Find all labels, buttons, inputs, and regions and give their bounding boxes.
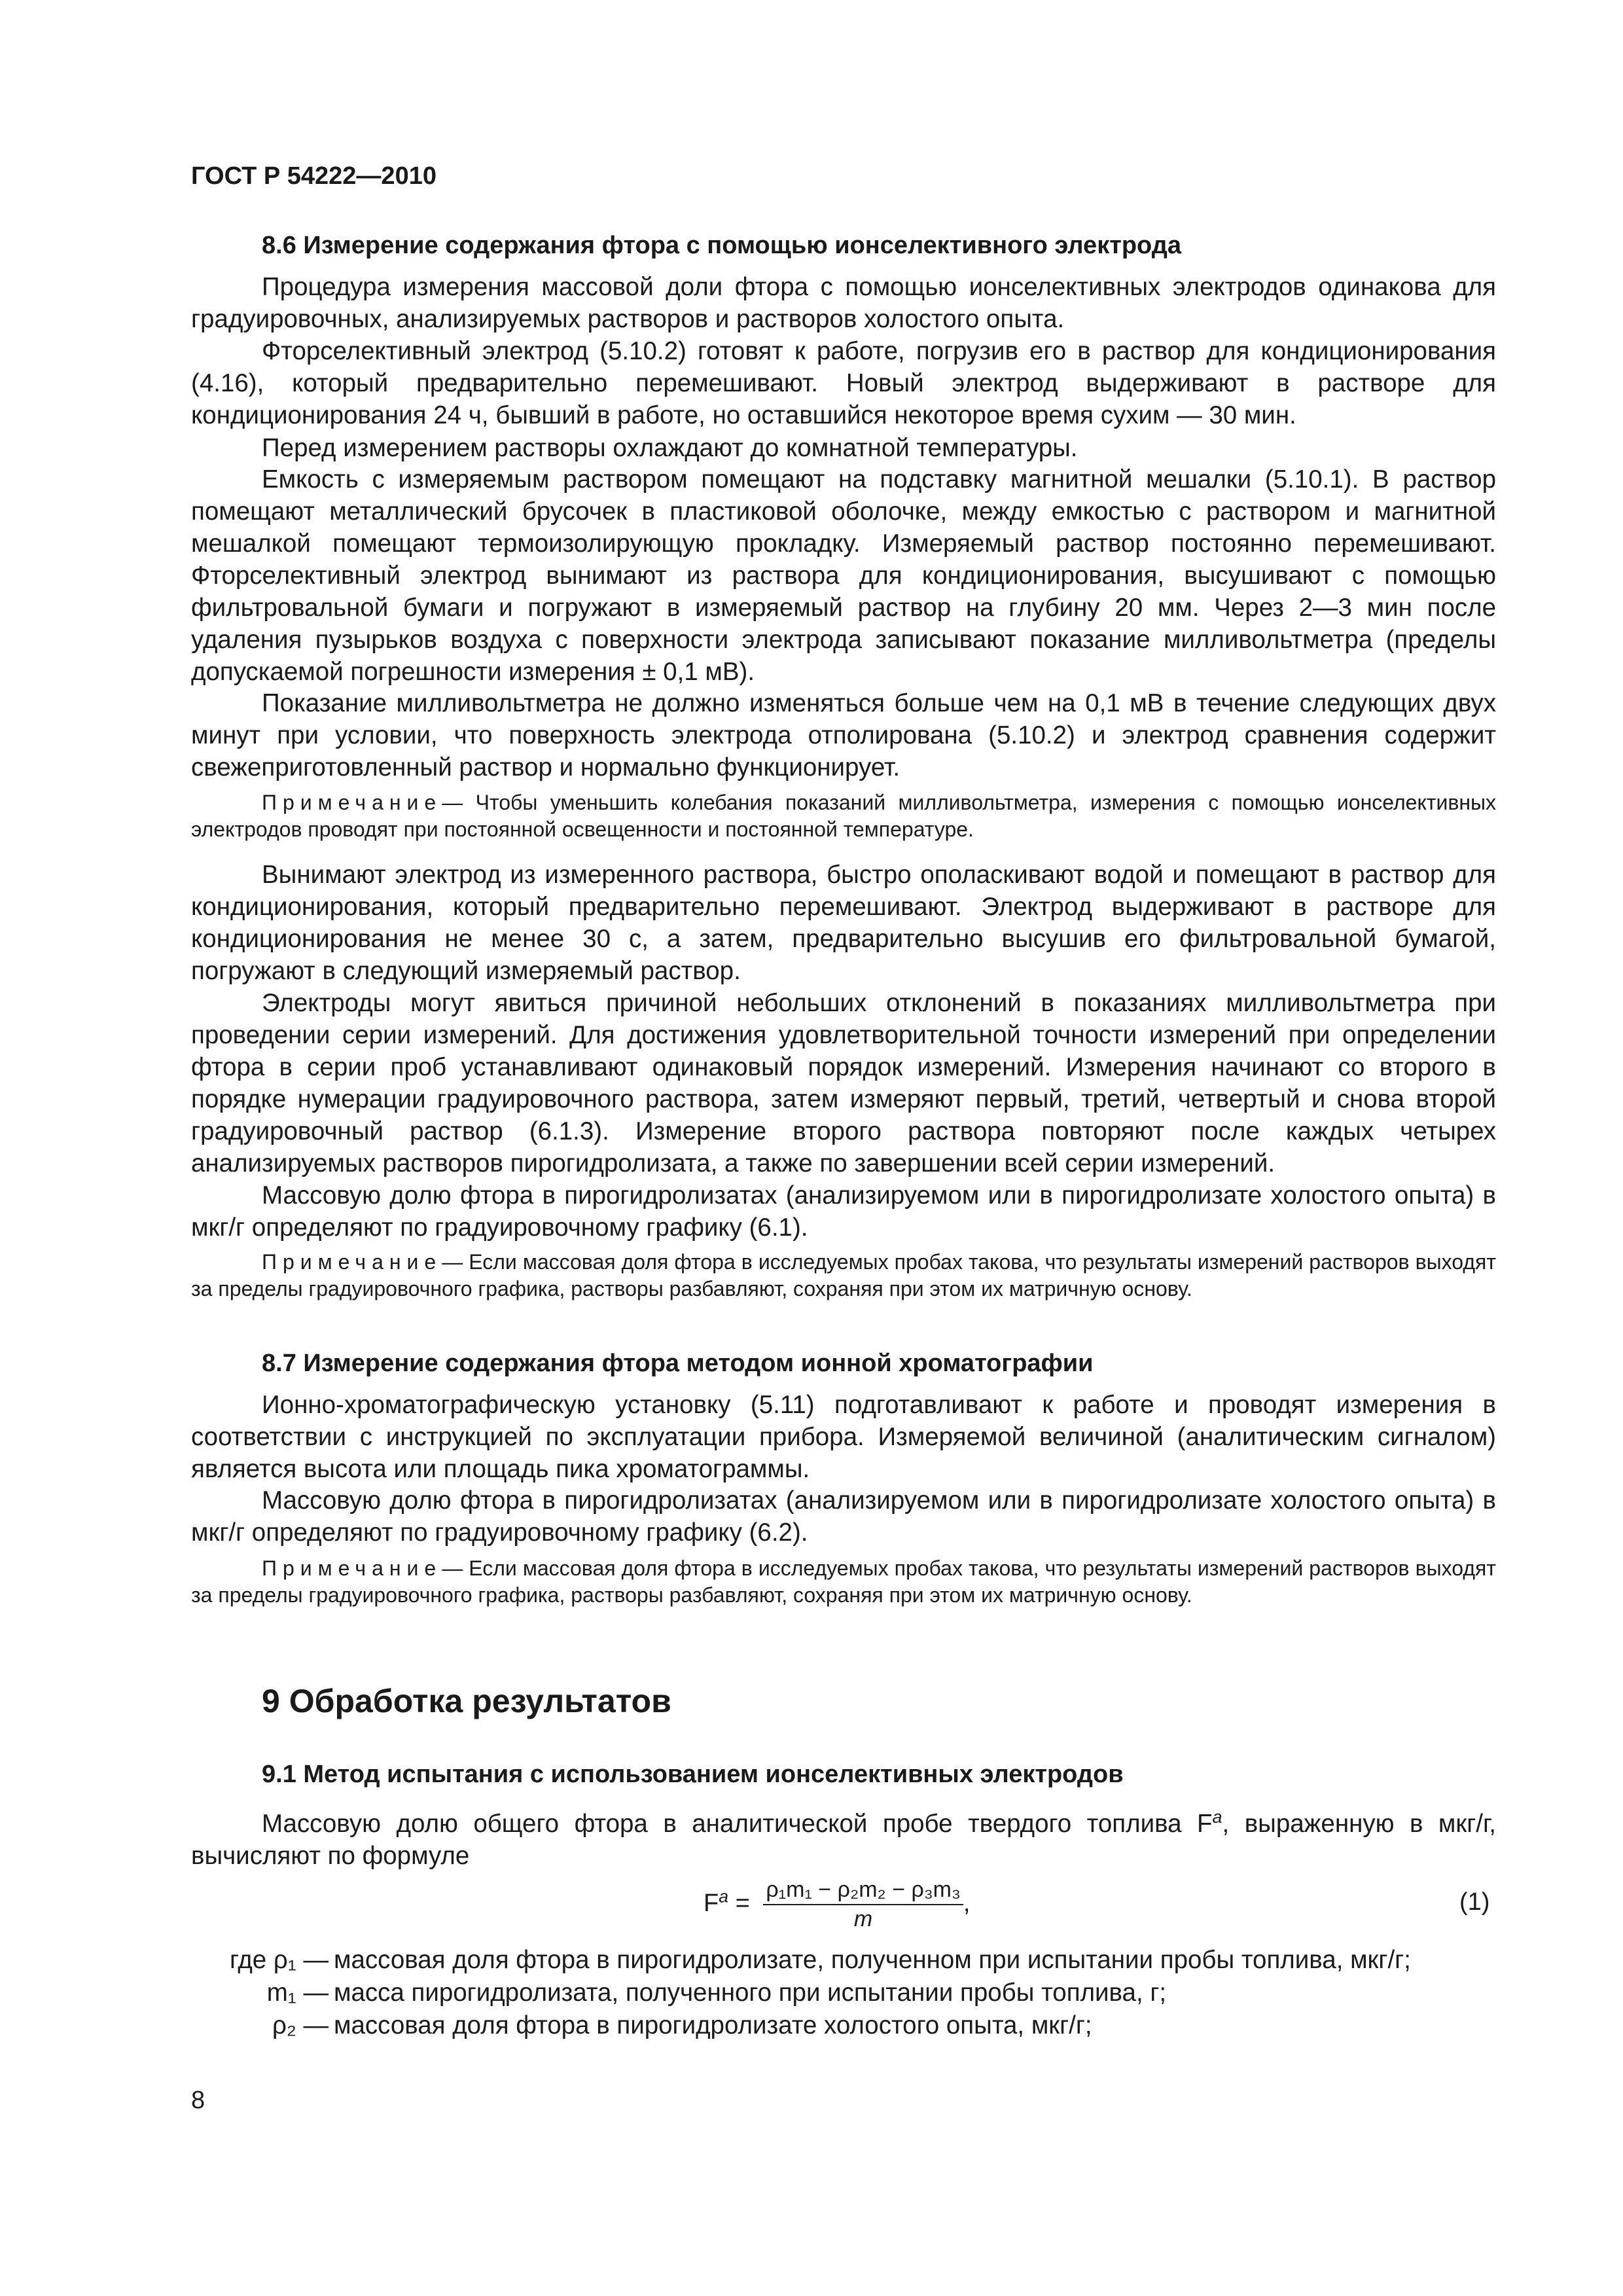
formula-lhs: F xyxy=(704,1890,719,1918)
s86-note-1 xyxy=(191,789,1496,843)
section-9-title: 9 Обработка результатов xyxy=(262,1683,671,1719)
formula-trailing: , xyxy=(963,1890,971,1918)
s91-paragraph-1 xyxy=(191,1801,1496,1872)
formula-denominator: m xyxy=(853,1907,873,1931)
definition-row xyxy=(0,1977,1623,2009)
superscript: a xyxy=(1212,1807,1222,1827)
s86-note-2 xyxy=(191,1249,1496,1302)
formula-numerator: ρ₁m₁ − ρ₂m₂ − ρ₃m₃ xyxy=(763,1877,963,1905)
formula-lhs-sup: a xyxy=(719,1886,729,1907)
formula-number: (1) xyxy=(1459,1888,1490,1916)
page-number: 8 xyxy=(191,2087,205,2114)
definition-text: массовая доля фтора в пирогидролизате, полученном при испытании пробы топлива, мкг/г; xyxy=(334,1946,1411,1974)
note-text: — Чтобы уменьшить колебания показаний милливольтметра, измерения с помощью ионселективных электродов проводят при постоянной освещенности и постоянной температуре. xyxy=(191,791,1496,841)
s86-paragraph-1: Процедура измерения массовой доли фтора с помощью ионселективных электродов одинакова для градуировочных, анализируемых растворов и растворов холостого опыта. xyxy=(191,273,1496,333)
definition-row xyxy=(0,1944,1623,1977)
text-part: , выраженную в мкг/г, вычисляют по формуле xyxy=(191,1809,1496,1870)
definition-symbol: m₁ — xyxy=(266,1979,329,2007)
s86-paragraph-7: Электроды могут явиться причиной небольших отклонений в показаниях милливольтметра при проведении серии измерений. Для достижения удовлетворительной точности измерений при определении фтора в серии проб устанавливают одинаковый порядок измерений. Измерения начинают со второго в порядке нумерации градуировочного раствора, затем измеряют первый, третий, четвертый и снова второй градуировочный раствор (6.1.3). Измерение второго раствора повторяют после каждых четырех анализируемых растворов пирогидролизата, а также по завершении всей серии измерений. xyxy=(191,989,1496,1177)
s86-paragraph-5: Показание милливольтметра не должно изменяться больше чем на 0,1 мВ в течение следующих двух минут при условии, что поверхность электрода отполирована (5.10.2) и электрод сравнения содержит свежеприготовленный раствор и нормально функционирует. xyxy=(191,689,1496,781)
s86-paragraph-4: Емкость с измеряемым раствором помещают на подставку магнитной мешалки (5.10.1). В раствор помещают металлический брусочек в пластиковой оболочке, между емкостью с раствором и магнитной мешалкой помещают термоизолирующую прокладку. Измеряемый раствор постоянно перемешивают. Фторселективный электрод вынимают из раствора для кондиционирования, высушивают с помощью фильтровальной бумаги и погружают в измеряемый раствор на глубину 20 мм. Через 2—3 мин после удаления пузырьков воздуха с поверхности электрода записывают показание милливольтметра (пределы допускаемой погрешности измерения ± 0,1 мВ). xyxy=(191,465,1496,686)
section-8-7-title: 8.7 Измерение содержания фтора методом ионной хроматографии xyxy=(262,1350,1094,1377)
formula-fraction xyxy=(763,1877,963,1932)
text-part: Массовую долю общего фтора в аналитической пробе твердого топлива F xyxy=(262,1809,1213,1838)
note-label: Примечание xyxy=(262,791,442,814)
note-label: Примечание xyxy=(262,1250,442,1274)
document-header: ГОСТ Р 54222—2010 xyxy=(191,162,437,190)
s87-note xyxy=(191,1555,1496,1609)
s86-paragraph-8: Массовую долю фтора в пирогидролизатах (анализируемом или в пирогидролизате холостого опыта) в мкг/г определяют по градуировочному графику (6.1). xyxy=(191,1181,1496,1242)
note-text: — Если массовая доля фтора в исследуемых пробах такова, что результаты измерений растворов выходят за пределы градуировочного графика, растворы разбавляют, сохраняя при этом их матричную основу. xyxy=(191,1556,1496,1607)
formula-eq: = xyxy=(728,1890,757,1918)
s86-paragraph-6: Вынимают электрод из измеренного раствора, быстро ополаскивают водой и помещают в раствор для кондиционирования, который предварительно перемешивают. Электрод выдерживают в растворе для кондиционирования не менее 30 с, а затем, предварительно высушив его фильтровальной бумагой, погружают в следующий измеряемый раствор. xyxy=(191,861,1496,985)
s86-paragraph-2: Фторселективный электрод (5.10.2) готовят к работе, погрузив его в раствор для кондиционирования (4.16), который предварительно перемешивают. Новый электрод выдерживают в растворе для кондиционирования 24 ч, бывший в работе, но оставшийся некоторое время сухим — 30 мин. xyxy=(191,337,1496,429)
definition-text: масса пирогидролизата, полученного при испытании пробы топлива, г; xyxy=(334,1979,1167,2007)
note-text: — Если массовая доля фтора в исследуемых пробах такова, что результаты измерений растворов выходят за пределы градуировочного графика, растворы разбавляют, сохраняя при этом их матричную основу. xyxy=(191,1250,1496,1300)
definition-symbol: где ρ₁ — xyxy=(230,1946,329,1974)
note-label: Примечание xyxy=(262,1556,442,1580)
definition-text: массовая доля фтора в пирогидролизате холостого опыта, мкг/г; xyxy=(334,2011,1092,2039)
section-8-6-title: 8.6 Измерение содержания фтора с помощью ионселективного электрода xyxy=(262,232,1181,259)
s87-paragraph-2: Массовую долю фтора в пирогидролизатах (анализируемом или в пирогидролизате холостого опыта) в мкг/г определяют по градуировочному графику (6.2). xyxy=(191,1486,1496,1547)
definition-symbol: ρ₂ — xyxy=(272,2011,329,2039)
s87-paragraph-1: Ионно-хроматографическую установку (5.11) подготавливают к работе и проводят измерения в соответствии с инструкцией по эксплуатации прибора. Измеряемой величиной (аналитическим сигналом) является высота или площадь пика хроматограммы. xyxy=(191,1391,1496,1483)
formula-1 xyxy=(704,1877,970,1932)
section-9-1-title: 9.1 Метод испытания с использованием ионселективных электродов xyxy=(262,1761,1124,1788)
definition-row xyxy=(0,2009,1623,2042)
s86-paragraph-3: Перед измерением растворы охлаждают до комнатной температуры. xyxy=(262,434,1078,462)
